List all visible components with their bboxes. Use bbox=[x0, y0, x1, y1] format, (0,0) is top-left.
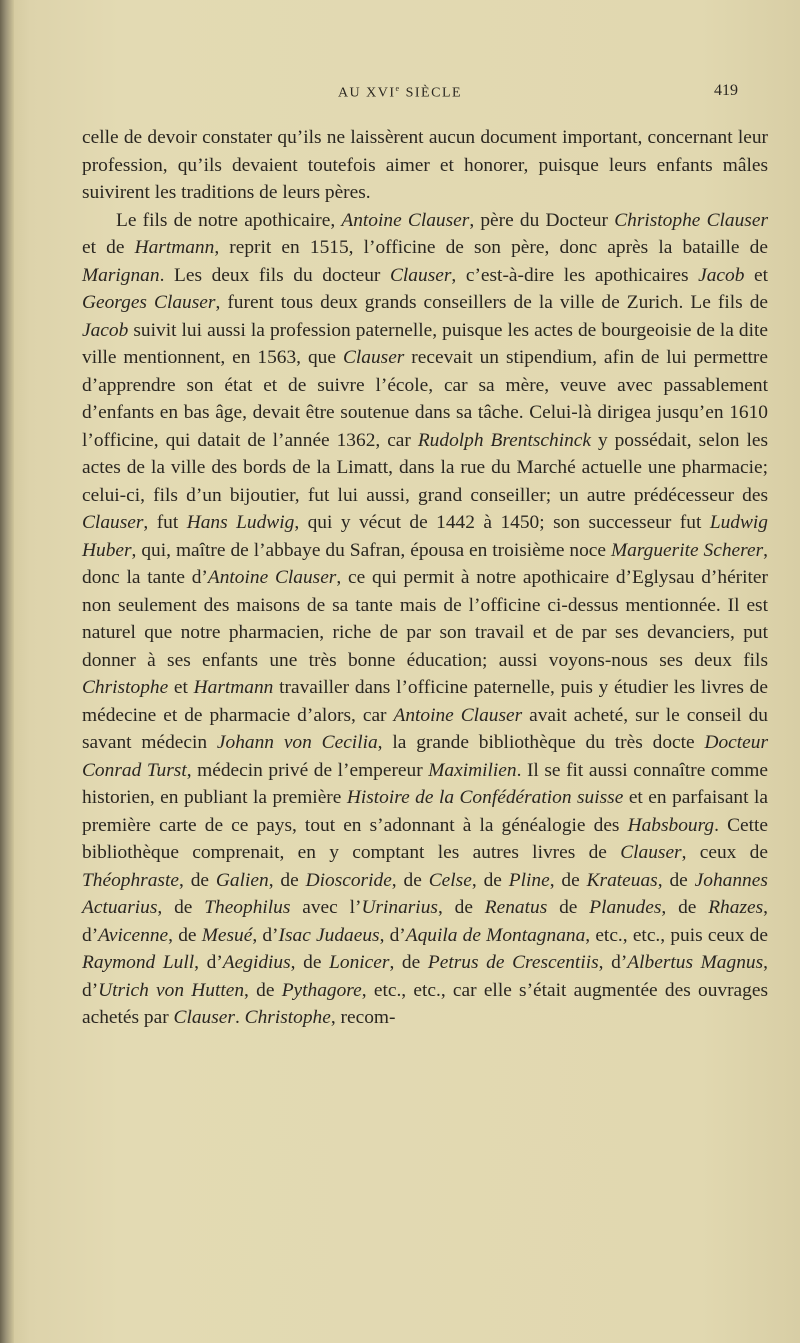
italic-name: Histoire de la Confédération suisse bbox=[346, 787, 624, 808]
italic-name: Theophilus bbox=[204, 897, 291, 918]
page-header bbox=[0, 82, 800, 106]
italic-name: Utrich von Hutten bbox=[98, 979, 245, 1001]
italic-name: Jacob bbox=[82, 319, 129, 341]
text-run: , d’ bbox=[194, 952, 223, 973]
italic-name: Galien bbox=[215, 869, 269, 891]
italic-name: Clauser bbox=[620, 842, 682, 863]
italic-name: Jacob bbox=[698, 264, 745, 286]
italic-name: Avicenne bbox=[98, 924, 169, 946]
italic-name: Maximilien bbox=[428, 759, 517, 781]
italic-name: Clauser bbox=[173, 1007, 235, 1028]
text-run: , père du Docteur bbox=[469, 209, 615, 231]
italic-name: Antoine Clauser bbox=[393, 704, 523, 726]
running-title-suffix: SIÈCLE bbox=[400, 85, 463, 101]
italic-name: Johannes Actuarius bbox=[82, 869, 768, 918]
italic-name: Johann von Cecilia bbox=[216, 732, 378, 753]
text-run: , de bbox=[168, 924, 202, 946]
running-title-superscript: e bbox=[395, 84, 401, 93]
text-run: , de bbox=[244, 979, 282, 1001]
text-run: Le fils de notre apothicaire, bbox=[116, 209, 342, 231]
paragraph bbox=[82, 207, 768, 1032]
text-run: , de bbox=[391, 869, 429, 891]
italic-name: Raymond Lull bbox=[82, 952, 195, 973]
italic-name: Christophe bbox=[82, 677, 169, 698]
text-run: , fut bbox=[143, 512, 187, 533]
italic-name: Marguerite Scherer bbox=[610, 539, 764, 561]
italic-name: Planudes bbox=[589, 897, 662, 918]
text-run: , de bbox=[157, 897, 205, 918]
text-run: , reprit en 1515, l’officine de son père, donc après la bataille de bbox=[214, 237, 768, 258]
italic-name: Rudolph Brentschinck bbox=[417, 429, 591, 451]
text-run: , de bbox=[389, 952, 428, 973]
text-run: , d’ bbox=[82, 952, 768, 1001]
text-run: . Il se fit aussi connaître comme historien, en publiant la première bbox=[82, 759, 768, 808]
italic-name: Christophe bbox=[244, 1007, 331, 1028]
running-title bbox=[0, 84, 800, 102]
italic-name: Hartmann bbox=[193, 677, 274, 698]
italic-name: Ludwig Huber bbox=[82, 512, 769, 561]
text-run: , c’est-à-dire les apothicaires bbox=[451, 264, 699, 286]
text-run: avec l’ bbox=[290, 897, 362, 918]
text-run: , etc., etc., puis ceux de bbox=[585, 924, 768, 946]
text-run: , de bbox=[437, 897, 485, 918]
text-run: avait acheté, sur le conseil du savant médecin bbox=[82, 704, 768, 753]
text-run: et de bbox=[82, 237, 135, 258]
text-run: y possédait, selon les actes de la ville des bords de la Limatt, dans la rue du Marché actuelle une pharmacie; celui-ci, fils d’un bijoutier, fut lui aussi, grand conseiller; un autre prédécesseur des bbox=[82, 429, 768, 506]
text-run: , de bbox=[549, 869, 587, 891]
italic-name: Isac Judaeus bbox=[278, 924, 380, 946]
text-run: , de bbox=[178, 869, 216, 891]
italic-name: Renatus bbox=[484, 897, 548, 918]
text-run: , médecin privé de l’empereur bbox=[186, 759, 429, 781]
italic-name: Krateuas bbox=[586, 869, 658, 891]
text-run: , d’ bbox=[82, 897, 768, 946]
italic-name: Marignan bbox=[82, 264, 160, 286]
italic-name: Habsbourg bbox=[627, 814, 715, 836]
text-run: recevait un stipendium, afin de lui permettre d’apprendre son état et de suivre l’école, car sa mère, veuve avec passablement d’enfants en bas âge, devait être soutenue dans sa tâche. Celui-là dirigea jusqu’en 1610 l’officine, qui datait de l’année 1362, car bbox=[82, 347, 768, 451]
italic-name: Clauser bbox=[389, 264, 452, 286]
text-run: , furent tous deux grands conseillers de la ville de Zurich. Le fils de bbox=[215, 292, 768, 313]
italic-name: Pythagore bbox=[281, 979, 362, 1001]
page-binding-edge bbox=[0, 0, 14, 1343]
italic-name: Aegidius bbox=[222, 952, 291, 973]
italic-name: Petrus de Crescentiis bbox=[427, 952, 599, 973]
body-text bbox=[82, 124, 768, 1032]
text-run: , d’ bbox=[598, 952, 628, 973]
text-run: , de bbox=[290, 952, 330, 973]
running-title-prefix: AU XVI bbox=[337, 85, 396, 101]
text-run: . bbox=[234, 1007, 245, 1028]
italic-name: Pline bbox=[508, 869, 550, 891]
italic-name: Clauser bbox=[342, 347, 405, 368]
italic-name: Mesué bbox=[201, 924, 253, 946]
italic-name: Celse bbox=[428, 869, 472, 891]
text-run: , la grande bibliothèque du très docte bbox=[377, 732, 705, 753]
text-run: , d’ bbox=[379, 924, 406, 946]
text-run: , de bbox=[657, 869, 695, 891]
italic-name: Clauser bbox=[82, 512, 144, 533]
italic-name: Christophe Clauser bbox=[614, 209, 768, 231]
italic-name: Antoine Clauser bbox=[341, 209, 470, 231]
text-run: suivit lui aussi la profession paternelle, puisque les actes de bourgeoisie de la dite ville mentionnent, en 1563, que bbox=[82, 319, 768, 368]
text-run: , qui, maître de l’abbaye du Safran, épousa en troisième noce bbox=[131, 539, 611, 561]
italic-name: Georges Clauser bbox=[82, 292, 216, 313]
italic-name: Théophraste bbox=[82, 869, 179, 891]
italic-name: Rhazes bbox=[708, 897, 764, 918]
text-run: , de bbox=[661, 897, 709, 918]
text-run: , donc la tante d’ bbox=[82, 539, 768, 588]
text-run: . Cette bibliothèque comprenait, en y comptant les autres livres de bbox=[82, 814, 768, 863]
italic-name: Dioscoride bbox=[305, 869, 392, 891]
italic-name: Docteur Conrad Turst bbox=[82, 732, 768, 781]
text-run: et en parfaisant la première carte de ce pays, tout en s’adonnant à la généalogie des bbox=[82, 787, 768, 836]
italic-name: Hartmann bbox=[134, 237, 215, 258]
paragraph bbox=[82, 124, 768, 207]
text-run: . Les deux fils du docteur bbox=[159, 264, 390, 286]
text-run: travailler dans l’officine paternelle, puis y étudier les livres de médecine et de pharmacie d’alors, car bbox=[82, 677, 768, 726]
italic-name: Antoine Clauser bbox=[207, 567, 337, 588]
page-number: 419 bbox=[714, 82, 738, 99]
italic-name: Lonicer bbox=[329, 952, 390, 973]
text-run: , qui y vécut de 1442 à 1450; son successeur fut bbox=[294, 512, 710, 533]
italic-name: Hans Ludwig bbox=[186, 512, 295, 533]
text-run: , d’ bbox=[252, 924, 279, 946]
text-run: celle de devoir constater qu’ils ne laissèrent aucun document important, concernant leur profession, qu’ils devaient toutefois aimer et honorer, puisque leurs enfants mâles suivirent les traditions de leurs pères. bbox=[82, 127, 768, 203]
text-run: , etc., etc., car elle s’était augmentée des ouvrages achetés par bbox=[82, 979, 768, 1028]
italic-name: Aquila de Montagnana bbox=[405, 924, 586, 946]
text-run: , ceux de bbox=[681, 842, 768, 863]
text-run: et bbox=[744, 264, 769, 286]
text-run: , ce qui permit à notre apothicaire d’Eglysau d’hériter non seulement des maisons de sa tante mais de l’officine ci-dessus mentionnée. Il est naturel que notre pharmacien, riche de par son travail et de par ses devanciers, put donner à ses enfants une très bonne éducation; aussi voyons-nous ses deux fils bbox=[82, 567, 768, 671]
text-run: de bbox=[547, 897, 590, 918]
italic-name: Urinarius bbox=[361, 897, 438, 918]
text-run: , de bbox=[268, 869, 306, 891]
text-run: , recom- bbox=[330, 1007, 396, 1028]
text-run: , de bbox=[471, 869, 509, 891]
text-run: et bbox=[168, 677, 194, 698]
italic-name: Albertus Magnus bbox=[627, 952, 764, 973]
